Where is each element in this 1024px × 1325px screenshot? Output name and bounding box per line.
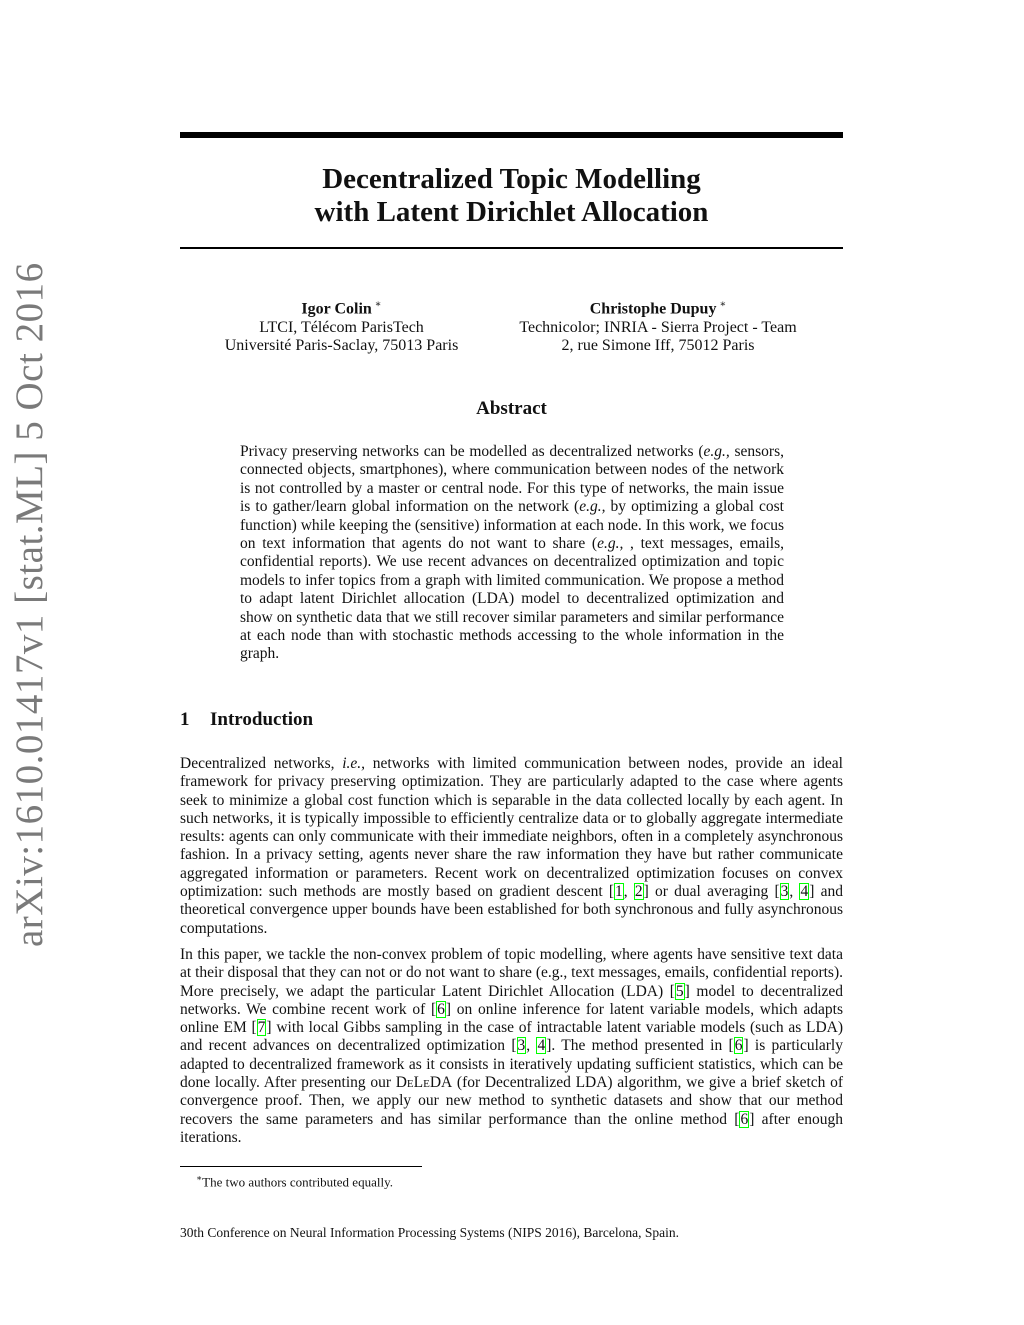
title-top-rule xyxy=(180,132,843,138)
conference-venue: 30th Conference on Neural Information Processing Systems (NIPS 2016), Barcelona, Spain. xyxy=(180,1225,680,1240)
footnote-text: The two authors contributed equally. xyxy=(202,1174,393,1190)
author-block-dupuy xyxy=(505,296,811,356)
arxiv-identifier: arXiv:1610.01417v1 [stat.ML] 5 Oct 2016 xyxy=(8,262,51,947)
title-line-1: Decentralized Topic Modelling xyxy=(322,163,701,195)
author-name: Christophe Dupuy ∗ xyxy=(589,299,727,318)
author-affiliation: LTCI, Télécom ParisTech xyxy=(259,318,424,336)
paper-title xyxy=(180,163,843,229)
citation-link[interactable]: 4 xyxy=(800,883,809,901)
section-heading-introduction xyxy=(180,708,313,732)
author-footnote-mark: ∗ xyxy=(374,299,382,310)
abstract-heading: Abstract xyxy=(476,398,547,419)
citation-link[interactable]: 6 xyxy=(437,1000,445,1018)
author-block-colin xyxy=(210,296,473,356)
author-address: Université Paris-Saclay, 75013 Paris xyxy=(224,337,459,355)
abstract-paragraph: Privacy preserving networks can be modelled as decentralized networks (e.g., sensors, connected objects, smartphones), where communication between nodes of the network is not controlled by a master or central node. For this type of networks, the main issue is to gather/learn global information on the network (e.g., by optimizing a global cost function) while keeping the (sensitive) information at each node. In this work, we focus on text information that agents do not want to share (e.g., , text messages, emails, confidential reports). We use recent advances on decentralized optimization and topic models to infer topics from a graph with limited communication. We propose a method to adapt latent Dirichlet allocation (LDA) model to decentralized optimization and show on synthetic data that we still recover similar parameters and similar performance at each node than with stochastic methods accessing to the whole information in the graph. xyxy=(240,443,784,663)
footnote-mark: ∗ xyxy=(196,1173,203,1183)
citation-link[interactable]: 2 xyxy=(634,883,643,901)
intro-paragraph-1: Decentralized networks, i.e., networks with limited communication between nodes, provide an ideal framework for privacy preserving optimization. They are particularly adapted to the case where agents seek to minimize a global cost function which is separable in the data collected locally by each agent. In such networks, it is typically impossible to efficiently centralize data or to globally aggregate intermediate results: agents can only communicate with their immediate neighbors, often in a completely asynchronous fashion. In a privacy setting, agents never share the raw information they have but rather communicate aggregated information or parameters. Recent work on decentralized optimization focuses on convex optimization: such methods are mostly based on gradient descent [1, 2] or dual averaging [3, 4] and theoretical convergence upper bounds have been established for both synchronous and fully asynchronous computations. xyxy=(180,755,843,937)
section-number: 1 xyxy=(180,709,190,730)
title-bottom-rule xyxy=(180,247,843,249)
intro-paragraph-2: In this paper, we tackle the non-convex problem of topic modelling, where agents have sensitive text data at their disposal that they can not or do not want to share (e.g., text messages, emails, confidential reports). More precisely, we adapt the particular Latent Dirichlet Allocation (LDA) [5] model to decentralized networks. We combine recent work of [6] on online inference for latent variable models, which adapts online EM [7] with local Gibbs sampling in the case of intractable latent variable models (such as LDA) and recent advances on decentralized optimization [3, 4]. The method presented in [6] is particularly adapted to decentralized framework as it consists in iteratively updating sufficient statistics, which can be done locally. After presenting our DeLeDA (for Decentralized LDA) algorithm, we give a brief sketch of convergence proof. Then, we apply our new method to synthetic datasets and show that our method recovers the same parameters and has similar performance than the online method [6] after enough iterations. xyxy=(180,946,844,1146)
citation-link[interactable]: 7 xyxy=(257,1019,266,1037)
author-affiliation: Technicolor; INRIA - Sierra Project - Team xyxy=(519,318,797,336)
citation-link[interactable]: 6 xyxy=(740,1110,749,1128)
abstract-body xyxy=(240,443,784,664)
author-name: Igor Colin ∗ xyxy=(301,299,382,318)
citation-link[interactable]: 1 xyxy=(615,883,623,901)
title-line-2: with Latent Dirichlet Allocation xyxy=(314,196,709,228)
footnote-rule xyxy=(180,1166,422,1167)
author-address: 2, rue Simone Iff, 75012 Paris xyxy=(561,337,755,355)
citation-link[interactable]: 3 xyxy=(517,1037,526,1055)
citation-link[interactable]: 3 xyxy=(780,883,789,901)
citation-link[interactable]: 6 xyxy=(734,1037,743,1055)
author-footnote-mark: ∗ xyxy=(719,299,727,310)
citation-link[interactable]: 5 xyxy=(675,982,684,1000)
citation-link[interactable]: 4 xyxy=(537,1037,546,1055)
algorithm-name: DeLeDA xyxy=(395,1074,453,1092)
footnote xyxy=(196,1170,393,1190)
section-title: Introduction xyxy=(210,709,314,730)
